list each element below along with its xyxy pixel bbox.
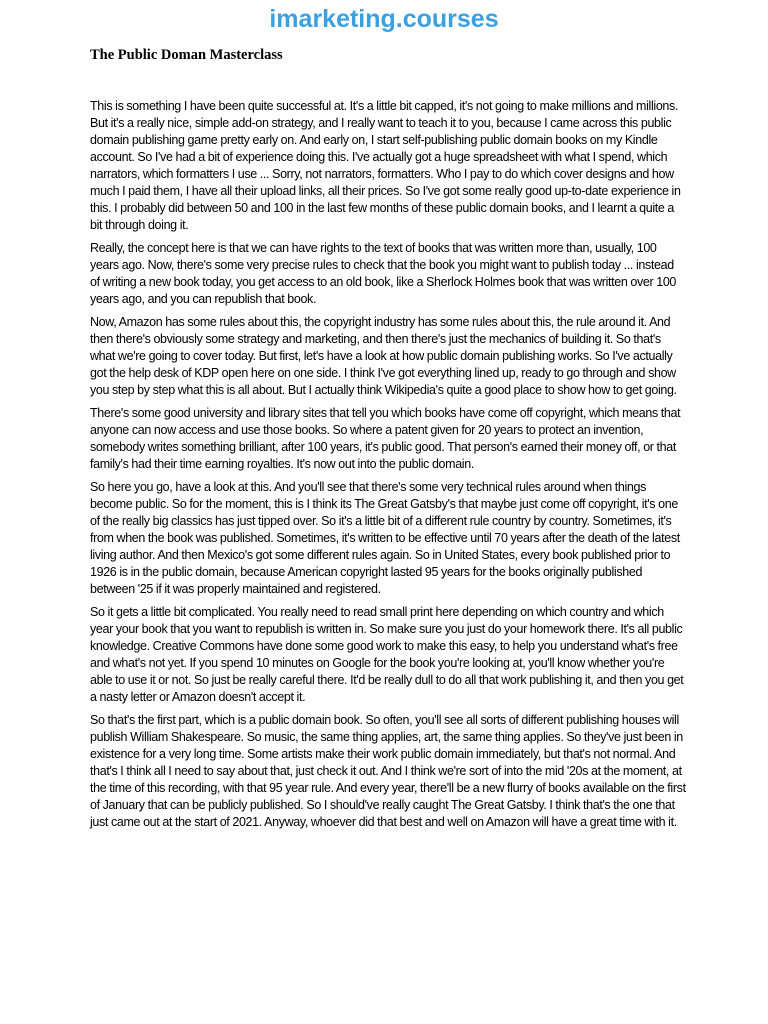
paragraph-3: Now, Amazon has some rules about this, the copyright industry has some rules about this, the rule around it. And then there's obviously some strategy and marketing, and then there's just the mechanics of building it. So that's what we're going to cover today. But first, let's have a look at how public domain publishing works. So I've actually got the help desk of KDP open here on one side. I think I've got everything lined up, ready to go through and show you step by step what this is all about. But I actually think Wikipedia's quite a good place to show how to get going. <box>90 315 677 397</box>
paragraph-4: There's some good university and library sites that tell you which books have come off copyright, which means that anyone can now access and use those books. So where a patent given for 20 years to protect an invention, somebody writes something brilliant, after 100 years, it's public good. That person's earned their money off, or that family's had their time earning royalties. It's now out into the public domain. <box>90 406 681 471</box>
paragraph-5: So here you go, have a look at this. And you'll see that there's some very technical rules around when things become public. So for the moment, this is I think its The Great Gatsby's that maybe just come off copyright, it's one of the really big classics has just tipped over. So it's a little bit of a different rule country by country. Sometimes, it's from when the book was published. Sometimes, it's written to be effective until 70 years after the death of the latest living author. And then Mexico's got some different rules again. So in United States, every book published prior to 1926 is in the public domain, because American copyright lasted 95 years for the books originally published between '25 if it was properly maintained and registered. <box>90 480 680 596</box>
paragraph-6: So it gets a little bit complicated. You really need to read small print here depending on which country and which year your book that you want to republish is written in. So make sure you just do your homework there. It's all public knowledge. Creative Commons have done some good work to make this easy, to help you understand what's free and what's not yet. If you spend 10 minutes on Google for the book you're looking at, you'll know whether you're able to use it or not. So just be really careful there. It'd be really dull to do all that work publishing it, and then you get a nasty letter or Amazon doesn't accept it. <box>90 605 684 704</box>
paragraph-1: This is something I have been quite successful at. It's a little bit capped, it's not going to make millions and millions. But it's a really nice, simple add-on strategy, and I really want to teach it to you, because I came across this public domain publishing game pretty early on. And early on, I start self-publishing public domain books on my Kindle account. So I've had a bit of experience doing this. I've actually got a huge spreadsheet with what I spend, which narrators, which formatters I use ... Sorry, not narrators, formatters. Who I pay to do which cover designs and how much I paid them, I have all their upload links, all their prices. So I've got some really good up-to-date experience in this. I probably did between 50 and 100 in the last few months of these public domain books, and I learnt a quite a bit through doing it. <box>90 99 681 232</box>
site-title: imarketing.courses <box>269 5 499 33</box>
paragraph-7: So that's the first part, which is a public domain book. So often, you'll see all sorts of different publishing houses will publish William Shakespeare. So music, the same thing applies, art, the same thing applies. So they've just been in existence for a very long time. Some artists make their work public domain immediately, but that's not normal. And that's I think all I need to say about that, just check it out. And I think we're sort of into the mid '20s at the moment, at the time of this recording, with that 95 year rule. And every year, there'll be a new flurry of books available on the first of January that can be publicly published. So I should've really caught The Great Gatsby. I think that's the one that just came out at the start of 2021. Anyway, whoever did that best and well on Amazon will have a great time with it. <box>90 713 686 829</box>
document-body <box>90 98 686 837</box>
paragraph-2: Really, the concept here is that we can have rights to the text of books that was written more than, usually, 100 years ago. Now, there's some very precise rules to check that the book you might want to publish today ... instead of writing a new book today, you get access to an old book, like a Sherlock Holmes book that was written over 100 years ago, and you can republish that book. <box>90 241 677 306</box>
document-title: The Public Doman Masterclass <box>90 47 283 63</box>
